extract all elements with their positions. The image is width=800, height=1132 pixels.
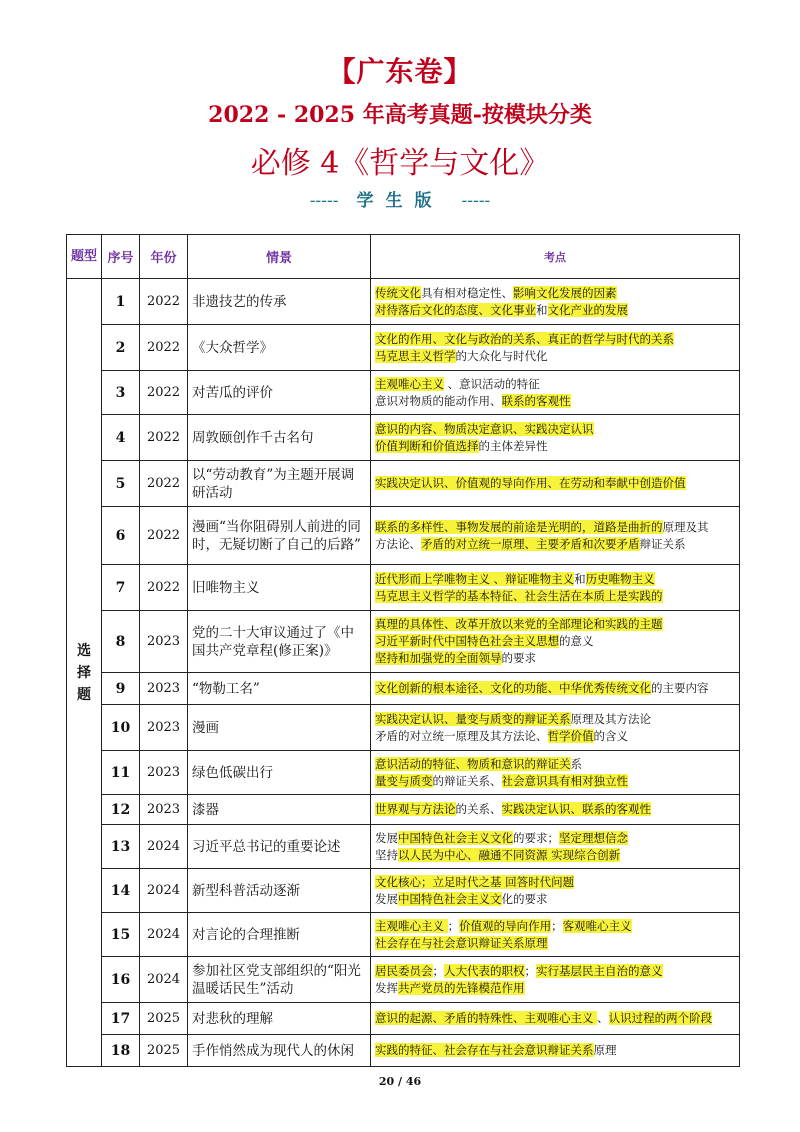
table-row	[67, 825, 740, 869]
points-line	[375, 711, 735, 728]
row-year: 2022	[140, 371, 188, 415]
highlighted-point: 价值观的导向作用	[459, 918, 552, 933]
table-row	[67, 325, 740, 371]
row-number: 16	[102, 957, 140, 1003]
table-body	[67, 279, 740, 1067]
table-row	[67, 415, 740, 461]
highlighted-point: 真理的具体性、改革开放以来党的全部理论和实践的主题	[375, 617, 663, 631]
row-scene: “物勒工名”	[188, 673, 371, 705]
table-row	[67, 1035, 740, 1067]
subtitle-dash-right: -----	[461, 191, 491, 211]
highlighted-point: 对待落后文化的态度、	[375, 302, 490, 317]
highlighted-point: 联系的多样性、事物发展的前途是光明的，道路是曲折的	[375, 519, 663, 534]
highlighted-point: 人大代表的职权	[444, 963, 525, 978]
row-points	[371, 795, 740, 825]
row-scene: 以“劳动教育”为主题开展调研活动	[188, 461, 371, 507]
row-year: 2022	[140, 279, 188, 325]
points-line	[375, 438, 735, 455]
table-row	[67, 913, 740, 957]
header-points: 考点	[371, 235, 740, 279]
year-range-title: 2022 - 2025 年高考真题-按模块分类	[208, 102, 592, 128]
points-line	[375, 536, 735, 553]
row-number: 12	[102, 795, 140, 825]
points-line	[375, 571, 735, 588]
highlighted-point: 社会意识具有相对独立性	[501, 773, 628, 788]
point-text: 的主体差异性	[478, 438, 548, 453]
highlighted-point: 社会存在与社会意识辩证关系原理	[375, 935, 548, 950]
row-points	[371, 461, 740, 507]
highlighted-point: 中国特色社会主义文化	[398, 830, 513, 845]
row-scene: 漆器	[188, 795, 371, 825]
points-line	[375, 348, 735, 365]
row-year: 2023	[140, 705, 188, 751]
page-number: 20 / 46	[378, 1075, 422, 1088]
row-number: 17	[102, 1003, 140, 1035]
highlighted-point: 意识的内容、	[375, 421, 444, 436]
points-line	[375, 331, 735, 348]
points-line	[375, 475, 735, 492]
row-year: 2024	[140, 869, 188, 913]
point-text: 发挥	[375, 980, 398, 995]
row-scene: 党的二十大审议通过了《中国共产党章程(修正案)》	[188, 611, 371, 673]
point-text: 发展	[375, 830, 398, 845]
table-row	[67, 611, 740, 673]
row-scene: 习近平总书记的重要论述	[188, 825, 371, 869]
row-number: 4	[102, 415, 140, 461]
highlighted-point: 马克思主义哲学的基本特征、社会生活在本质上是实践的	[375, 588, 663, 603]
highlighted-point: 历史唯物主义	[585, 571, 655, 586]
highlighted-point: 文化事业	[490, 302, 536, 317]
table-header-row	[67, 235, 740, 279]
row-scene: 漫画“当你阻碍别人前进的同时，无疑切断了自己的后路”	[188, 507, 371, 565]
row-points	[371, 1003, 740, 1035]
row-year: 2023	[140, 751, 188, 795]
row-number: 5	[102, 461, 140, 507]
point-text: 的要求	[501, 651, 536, 665]
row-scene: 漫画	[188, 705, 371, 751]
row-number: 14	[102, 869, 140, 913]
table-row	[67, 957, 740, 1003]
row-points	[371, 371, 740, 415]
row-scene: 新型科普活动逐渐	[188, 869, 371, 913]
row-number: 3	[102, 371, 140, 415]
point-text: 的含义	[593, 728, 628, 743]
point-text: ；	[432, 963, 444, 978]
highlighted-point: 价值判断和价值选择	[375, 438, 479, 453]
highlighted-point: 文化产业的发展	[547, 302, 628, 317]
row-number: 6	[102, 507, 140, 565]
points-line	[375, 393, 735, 410]
table-row	[67, 565, 740, 611]
highlighted-point: 主观唯心主义	[375, 918, 448, 933]
module-title: 必修 4《哲学与文化》	[250, 146, 550, 181]
table-row	[67, 751, 740, 795]
point-text: 原理及其	[662, 519, 709, 534]
highlighted-point: 坚持和加强党的全面领导	[375, 651, 502, 665]
row-points	[371, 1035, 740, 1067]
highlighted-point: 主观唯心主义	[375, 376, 444, 391]
table-row	[67, 673, 740, 705]
points-line	[375, 421, 735, 438]
row-number: 15	[102, 913, 140, 957]
highlighted-point: 客观唯心主义	[562, 918, 632, 933]
point-text: 的主要内容	[651, 681, 709, 695]
row-scene: 周敦颐创作千古名句	[188, 415, 371, 461]
row-scene: 对悲秋的理解	[188, 1003, 371, 1035]
table-row	[67, 1003, 740, 1035]
points-line	[375, 728, 735, 745]
highlighted-point: 意识活动的特征、物质和意识的辩证关	[375, 756, 571, 771]
row-number: 2	[102, 325, 140, 371]
point-text: 化的要求	[501, 891, 548, 906]
row-year: 2023	[140, 611, 188, 673]
highlighted-point: 实践的特征、社会存在与社会意识辩证关系	[375, 1043, 594, 1057]
point-text: 和	[536, 302, 548, 317]
table-row	[67, 795, 740, 825]
point-text: 意识对物质的能动作用、	[375, 393, 502, 408]
row-scene: 对言论的合理推断	[188, 913, 371, 957]
points-line	[375, 1010, 735, 1027]
points-line	[375, 847, 735, 864]
row-points	[371, 957, 740, 1003]
highlighted-point: 实践决定认识	[524, 421, 594, 436]
point-text: 矛盾的对立统一原理及其方法论、	[375, 728, 548, 743]
row-points	[371, 705, 740, 751]
row-scene: 手作悄然成为现代人的休闲	[188, 1035, 371, 1067]
point-text: 、	[597, 1011, 609, 1025]
points-line	[375, 980, 735, 997]
questions-table	[66, 234, 740, 1067]
point-text: ；	[447, 918, 460, 933]
highlighted-point: 居民委员会	[375, 963, 433, 978]
row-scene: 参加社区党支部组织的“阳光温暖话民生”活动	[188, 957, 371, 1003]
highlighted-point: 文化的作用、	[375, 331, 444, 346]
row-number: 8	[102, 611, 140, 673]
row-scene: 旧唯物主义	[188, 565, 371, 611]
row-year: 2022	[140, 507, 188, 565]
row-number: 1	[102, 279, 140, 325]
subtitle-dash-left: -----	[309, 191, 339, 211]
points-line	[375, 830, 735, 847]
highlighted-point: 实行基层民主自治的意义	[536, 963, 663, 978]
highlighted-point: 物质决定意识、	[444, 421, 525, 436]
row-points	[371, 913, 740, 957]
row-points	[371, 869, 740, 913]
row-scene: 《大众哲学》	[188, 325, 371, 371]
row-year: 2022	[140, 565, 188, 611]
row-points	[371, 825, 740, 869]
edition-subtitle	[0, 186, 800, 211]
row-scene: 对苦瓜的评价	[188, 371, 371, 415]
point-text: 具有相对稳定性、	[421, 285, 513, 300]
table-row	[67, 371, 740, 415]
points-line	[375, 773, 735, 790]
table-row	[67, 705, 740, 751]
points-line	[375, 616, 735, 633]
subtitle-text: 学生版	[356, 191, 444, 211]
row-points	[371, 507, 740, 565]
row-year: 2025	[140, 1003, 188, 1035]
highlighted-point: 近代形而上学唯物主义 、辩证唯物主义	[375, 571, 575, 586]
highlighted-point: 中国特色社会主义文	[398, 891, 502, 906]
points-line	[375, 302, 735, 319]
highlighted-point: 文化与政治的关系、真正的哲学与时代的关系	[444, 331, 674, 346]
table-row	[67, 279, 740, 325]
table-row	[67, 507, 740, 565]
row-points	[371, 611, 740, 673]
highlighted-point: 文化创新的根本途径、文化的功能、中华优秀传统文化	[375, 681, 651, 695]
highlighted-point: 实践决定认识、价值观的导向作用、在劳动和奉献中创造价值	[375, 476, 686, 490]
header-num: 序号	[102, 235, 140, 279]
point-text: 的要求；	[513, 830, 559, 845]
highlighted-point: 实践决定认识、量变与质变的辩证关系	[375, 711, 571, 726]
point-text: 的辩证关系、	[432, 773, 502, 788]
point-text: 坚持	[375, 847, 398, 862]
row-year: 2022	[140, 325, 188, 371]
region-title: 【广东卷】	[327, 55, 473, 88]
points-line	[375, 963, 735, 980]
highlighted-point: 实践决定认识、联系的客观性	[501, 802, 651, 816]
row-year: 2023	[140, 795, 188, 825]
highlighted-point: 坚定理想信念	[559, 830, 628, 845]
highlighted-point: 传统文化	[375, 285, 421, 300]
row-points	[371, 673, 740, 705]
row-number: 13	[102, 825, 140, 869]
header-scene: 情景	[188, 235, 371, 279]
point-text: 辩证关系	[639, 536, 686, 551]
points-line	[375, 874, 735, 891]
points-line	[375, 756, 735, 773]
highlighted-point: 以人民为中心、融通不同资源 实现综合创新	[398, 847, 621, 862]
highlighted-point: 共产党员的先锋模范作用	[398, 980, 525, 995]
points-line	[375, 633, 735, 650]
highlighted-point: ；立足时代之基 回答时代问题	[421, 874, 575, 889]
highlighted-point: 哲学价值	[547, 728, 594, 743]
question-type-cell: 选择题	[67, 279, 102, 1067]
highlighted-point: 量变与质变	[375, 773, 433, 788]
point-text: 原理及其方法论	[570, 711, 651, 726]
point-text: ；	[551, 918, 563, 933]
table-row	[67, 869, 740, 913]
points-line	[375, 891, 735, 908]
row-year: 2025	[140, 1035, 188, 1067]
points-line	[375, 935, 735, 952]
point-text: 的关系、	[455, 802, 502, 816]
row-points	[371, 565, 740, 611]
point-text: ；	[524, 963, 536, 978]
point-text: 和	[574, 571, 586, 586]
row-year: 2022	[140, 461, 188, 507]
point-text: 、意识活动的特征	[444, 376, 540, 391]
row-points	[371, 415, 740, 461]
highlighted-point: 习近平新时代中国特色社会主义思想	[375, 634, 559, 648]
points-line	[375, 650, 735, 667]
row-year: 2022	[140, 415, 188, 461]
highlighted-point: 意识的起源、矛盾的特殊性、主观唯心主义	[375, 1011, 598, 1025]
points-line	[375, 588, 735, 605]
row-number: 18	[102, 1035, 140, 1067]
point-text: 发展	[375, 891, 398, 906]
header-type: 题型	[67, 235, 102, 279]
highlighted-point: 矛盾的对立统一原理、主要矛盾和次要矛盾	[421, 536, 640, 551]
points-line	[375, 918, 735, 935]
highlighted-point: 认识过程的两个阶段	[608, 1011, 713, 1025]
row-year: 2024	[140, 957, 188, 1003]
point-text: 系	[570, 756, 582, 771]
highlighted-point: 联系的客观性	[501, 393, 571, 408]
table-row	[67, 461, 740, 507]
row-year: 2023	[140, 673, 188, 705]
row-year: 2024	[140, 913, 188, 957]
highlighted-point: 文化核心	[375, 874, 421, 889]
point-text: 的大众化与时代化	[455, 348, 548, 363]
points-line	[375, 376, 735, 393]
row-points	[371, 751, 740, 795]
header-year: 年份	[140, 235, 188, 279]
row-points	[371, 325, 740, 371]
row-points	[371, 279, 740, 325]
highlighted-point: 世界观与方法论	[375, 802, 456, 816]
row-scene: 绿色低碳出行	[188, 751, 371, 795]
points-line	[375, 519, 735, 536]
row-number: 11	[102, 751, 140, 795]
points-line	[375, 680, 735, 697]
row-number: 10	[102, 705, 140, 751]
row-number: 9	[102, 673, 140, 705]
point-text: 原理	[593, 1043, 617, 1057]
points-line	[375, 801, 735, 818]
highlighted-point: 影响文化发展的因素	[513, 285, 617, 300]
row-number: 7	[102, 565, 140, 611]
points-line	[375, 285, 735, 302]
point-text: 的意义	[559, 634, 594, 648]
highlighted-point: 马克思主义哲学	[375, 348, 456, 363]
row-scene: 非遗技艺的传承	[188, 279, 371, 325]
point-text: 方法论、	[375, 536, 421, 551]
row-year: 2024	[140, 825, 188, 869]
points-line	[375, 1042, 735, 1059]
